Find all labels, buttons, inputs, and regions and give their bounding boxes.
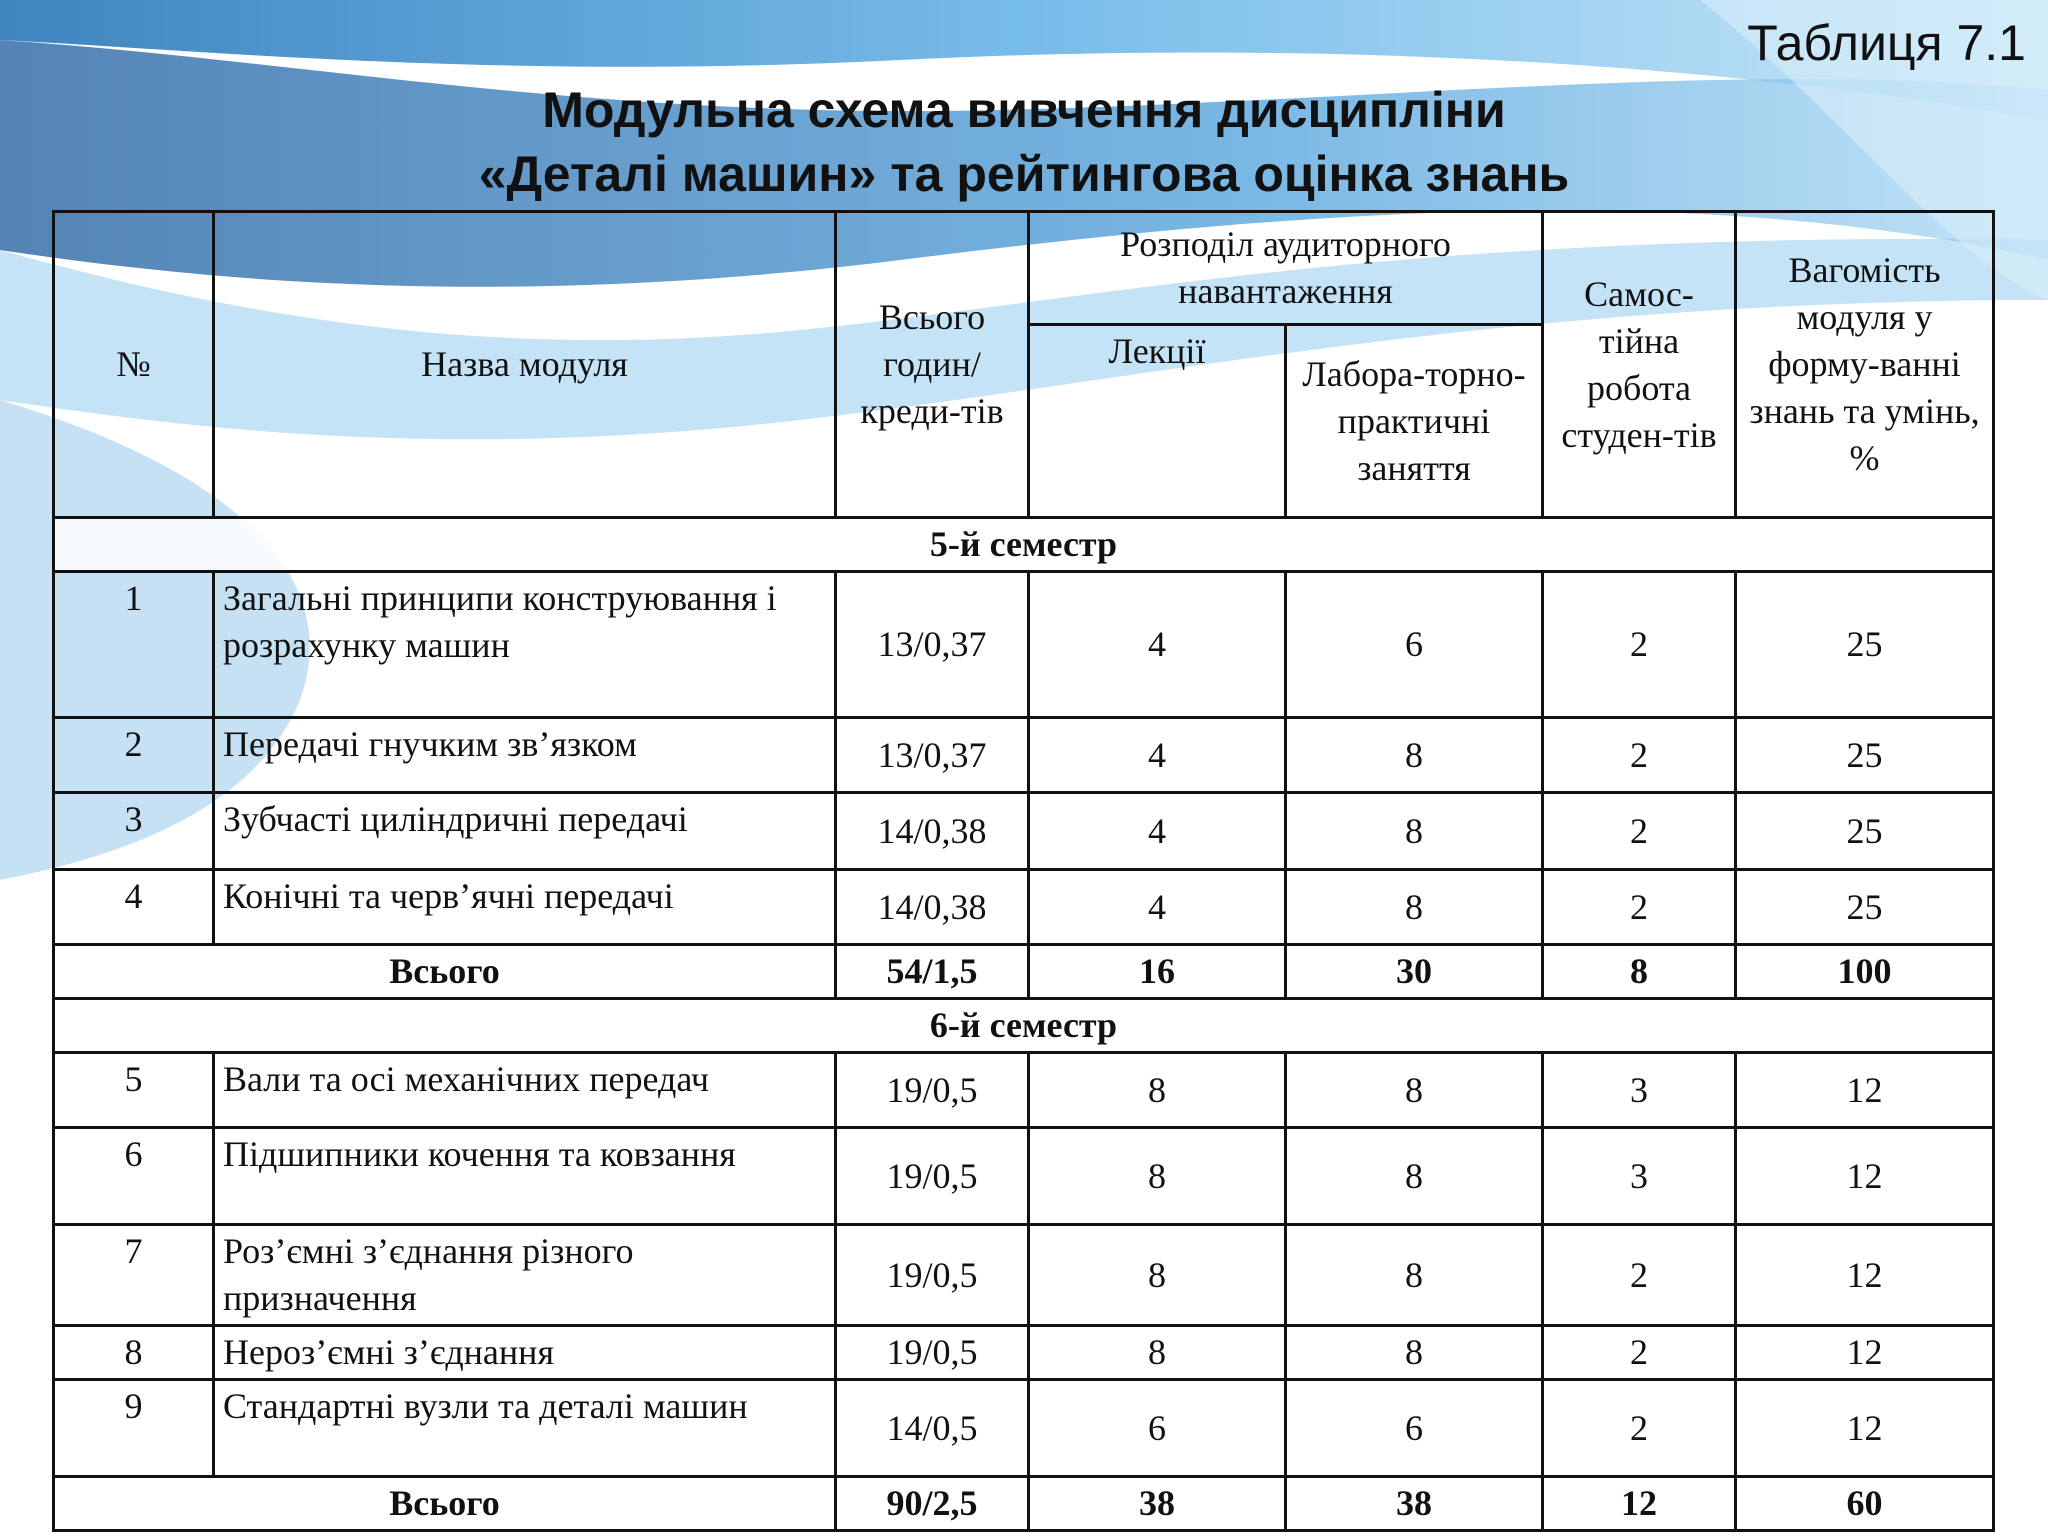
row-total: 19/0,5 — [836, 1225, 1029, 1326]
row-name: Вали та осі механічних передач — [214, 1053, 836, 1128]
row-lectures: 8 — [1029, 1128, 1286, 1225]
table-row — [54, 1380, 1994, 1477]
table-row — [54, 870, 1994, 945]
total-self: 12 — [1543, 1477, 1736, 1531]
row-total: 14/0,38 — [836, 870, 1029, 945]
row-num: 8 — [54, 1326, 214, 1380]
header-num: № — [54, 212, 214, 518]
module-table — [52, 210, 1995, 1532]
row-name: Роз’ємні з’єднання різного призначення — [214, 1225, 836, 1326]
row-name: Стандартні вузли та деталі машин — [214, 1380, 836, 1477]
row-total: 14/0,38 — [836, 793, 1029, 870]
total-self: 8 — [1543, 945, 1736, 999]
row-lectures: 4 — [1029, 718, 1286, 793]
row-labs: 8 — [1286, 793, 1543, 870]
row-lectures: 4 — [1029, 870, 1286, 945]
title-line-1: Модульна схема вивчення дисципліни — [542, 82, 1506, 138]
row-self: 2 — [1543, 718, 1736, 793]
header-total: Всього годин/ креди-тів — [836, 212, 1029, 518]
header-weight: Вагомість модуля у форму-ванні знань та умінь, % — [1736, 212, 1994, 518]
row-lectures: 6 — [1029, 1380, 1286, 1477]
total-labs: 38 — [1286, 1477, 1543, 1531]
header-name: Назва модуля — [214, 212, 836, 518]
row-name: Передачі гнучким зв’язком — [214, 718, 836, 793]
row-weight: 12 — [1736, 1326, 1994, 1380]
total-lectures: 16 — [1029, 945, 1286, 999]
row-self: 2 — [1543, 793, 1736, 870]
row-self: 2 — [1543, 1326, 1736, 1380]
row-labs: 8 — [1286, 1128, 1543, 1225]
total-row — [54, 945, 1994, 999]
total-weight: 100 — [1736, 945, 1994, 999]
row-weight: 12 — [1736, 1128, 1994, 1225]
total-hours: 90/2,5 — [836, 1477, 1029, 1531]
row-num: 9 — [54, 1380, 214, 1477]
row-num: 1 — [54, 572, 214, 718]
total-weight: 60 — [1736, 1477, 1994, 1531]
row-name: Зубчасті циліндричні передачі — [214, 793, 836, 870]
row-weight: 25 — [1736, 870, 1994, 945]
table-row — [54, 1053, 1994, 1128]
row-labs: 8 — [1286, 870, 1543, 945]
header-self-work: Самос-тійна робота студен-тів — [1543, 212, 1736, 518]
row-self: 2 — [1543, 870, 1736, 945]
table-row — [54, 572, 1994, 718]
table-row — [54, 1225, 1994, 1326]
row-lectures: 8 — [1029, 1053, 1286, 1128]
row-name: Конічні та черв’ячні передачі — [214, 870, 836, 945]
page-title — [0, 78, 2048, 206]
total-labs: 30 — [1286, 945, 1543, 999]
row-weight: 12 — [1736, 1053, 1994, 1128]
header-lectures: Лекції — [1029, 325, 1286, 518]
semester-title: 6-й семестр — [54, 999, 1994, 1053]
row-total: 13/0,37 — [836, 572, 1029, 718]
row-labs: 8 — [1286, 1225, 1543, 1326]
row-weight: 25 — [1736, 572, 1994, 718]
row-lectures: 8 — [1029, 1326, 1286, 1380]
row-self: 2 — [1543, 572, 1736, 718]
total-lectures: 38 — [1029, 1477, 1286, 1531]
row-self: 2 — [1543, 1225, 1736, 1326]
total-label: Всього — [54, 1477, 836, 1531]
table-row — [54, 793, 1994, 870]
row-num: 6 — [54, 1128, 214, 1225]
row-labs: 8 — [1286, 1326, 1543, 1380]
row-lectures: 4 — [1029, 572, 1286, 718]
table-row — [54, 718, 1994, 793]
row-total: 19/0,5 — [836, 1053, 1029, 1128]
row-total: 19/0,5 — [836, 1128, 1029, 1225]
row-lectures: 4 — [1029, 793, 1286, 870]
row-weight: 12 — [1736, 1225, 1994, 1326]
row-labs: 8 — [1286, 1053, 1543, 1128]
row-self: 3 — [1543, 1053, 1736, 1128]
table-number: Таблиця 7.1 — [1747, 15, 2026, 71]
row-labs: 6 — [1286, 1380, 1543, 1477]
row-labs: 8 — [1286, 718, 1543, 793]
total-hours: 54/1,5 — [836, 945, 1029, 999]
row-weight: 12 — [1736, 1380, 1994, 1477]
row-total: 19/0,5 — [836, 1326, 1029, 1380]
header-distribution: Розподіл аудиторного навантаження — [1029, 212, 1543, 325]
row-num: 5 — [54, 1053, 214, 1128]
table-row — [54, 1128, 1994, 1225]
row-name: Нероз’ємні з’єднання — [214, 1326, 836, 1380]
row-num: 4 — [54, 870, 214, 945]
row-num: 3 — [54, 793, 214, 870]
row-total: 13/0,37 — [836, 718, 1029, 793]
row-name: Загальні принципи конструювання і розрахунку машин — [214, 572, 836, 718]
row-labs: 6 — [1286, 572, 1543, 718]
row-num: 2 — [54, 718, 214, 793]
title-line-2: «Деталі машин» та рейтингова оцінка знань — [478, 146, 1570, 202]
row-name: Підшипники кочення та ковзання — [214, 1128, 836, 1225]
row-weight: 25 — [1736, 793, 1994, 870]
row-lectures: 8 — [1029, 1225, 1286, 1326]
total-row — [54, 1477, 1994, 1531]
row-self: 2 — [1543, 1380, 1736, 1477]
total-label: Всього — [54, 945, 836, 999]
row-weight: 25 — [1736, 718, 1994, 793]
header-labs: Лабора-торно-практичні заняття — [1286, 325, 1543, 518]
semester-title: 5-й семестр — [54, 518, 1994, 572]
row-self: 3 — [1543, 1128, 1736, 1225]
row-total: 14/0,5 — [836, 1380, 1029, 1477]
row-num: 7 — [54, 1225, 214, 1326]
table-row — [54, 1326, 1994, 1380]
